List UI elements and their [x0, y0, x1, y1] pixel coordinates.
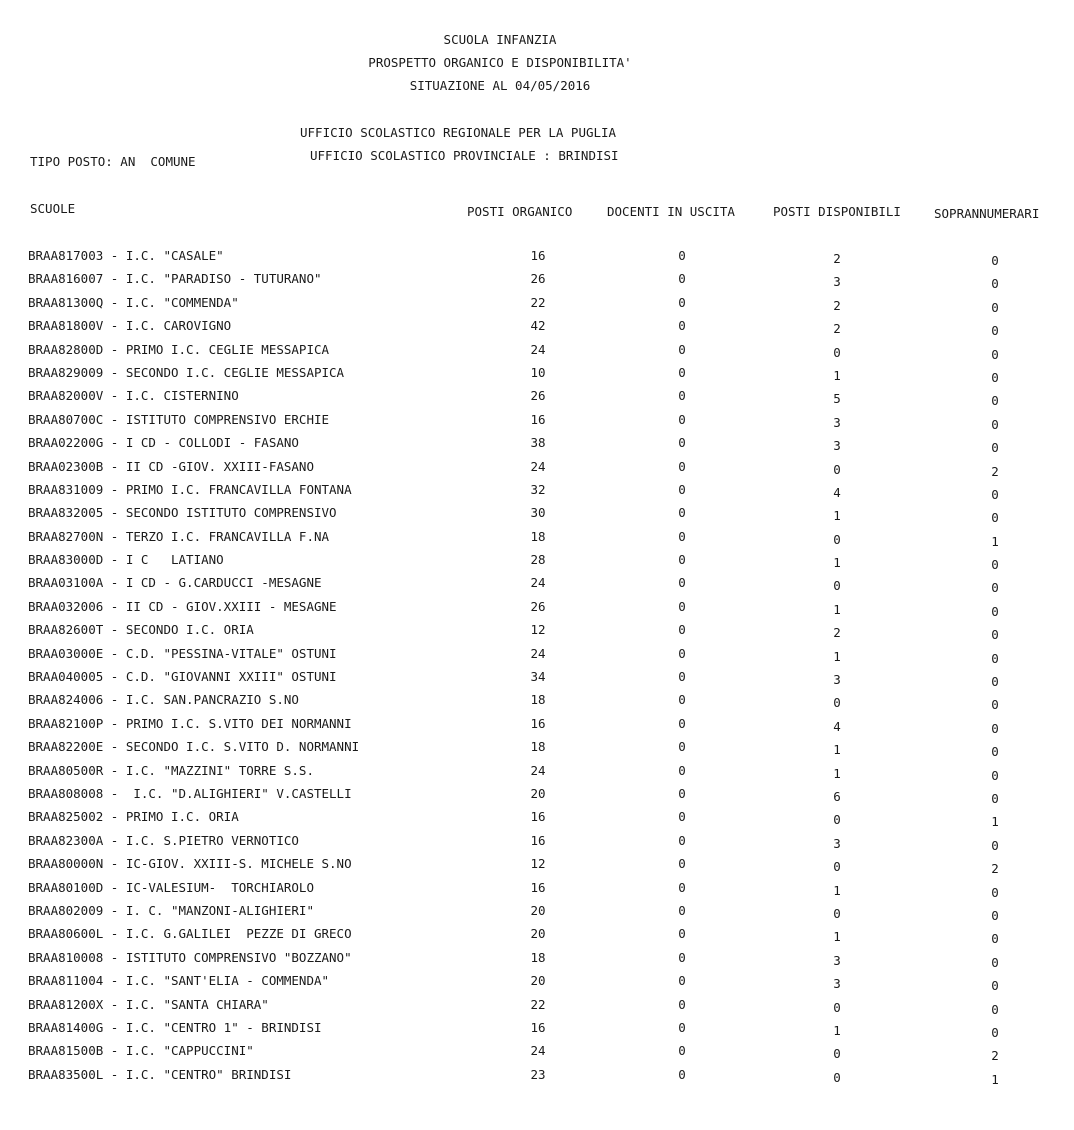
- docenti-uscita-value: 0: [678, 458, 686, 474]
- table-row: [0, 342, 1074, 365]
- posti-disponibili-value: 1: [833, 555, 841, 571]
- posti-organico-value: 42: [530, 318, 546, 334]
- posti-disponibili-value: 4: [833, 484, 841, 500]
- title-line-1: SCUOLA INFANZIA: [443, 32, 557, 47]
- column-header-docenti-in-uscita: DOCENTI IN USCITA: [607, 204, 735, 219]
- posti-disponibili-value: 2: [833, 321, 841, 337]
- posti-organico-value: 32: [530, 481, 546, 497]
- posti-disponibili-value: 3: [833, 414, 841, 430]
- posti-disponibili-value: 1: [833, 367, 841, 383]
- posti-organico-value: 10: [530, 364, 546, 380]
- docenti-uscita-value: 0: [678, 552, 686, 568]
- table-row: [0, 903, 1074, 926]
- school-name: BRAA81400G - I.C. "CENTRO 1" - BRINDISI: [28, 1019, 322, 1035]
- posti-organico-value: 26: [530, 598, 546, 614]
- school-name: BRAA81500B - I.C. "CAPPUCCINI": [28, 1043, 254, 1059]
- school-table: [0, 248, 1074, 1090]
- posti-disponibili-value: 1: [833, 1022, 841, 1038]
- posti-disponibili-value: 1: [833, 601, 841, 617]
- soprannumerari-value: 0: [991, 603, 999, 619]
- provincial-office: UFFICIO SCOLASTICO PROVINCIALE : BRINDISI: [310, 148, 619, 163]
- posti-organico-value: 18: [530, 692, 546, 708]
- table-row: [0, 739, 1074, 762]
- posti-organico-value: 38: [530, 435, 546, 451]
- school-name: BRAA832005 - SECONDO ISTITUTO COMPRENSIVO: [28, 505, 337, 521]
- table-row: [0, 552, 1074, 575]
- title-line-2: PROSPETTO ORGANICO E DISPONIBILITA': [368, 55, 632, 70]
- school-name: BRAA83500L - I.C. "CENTRO" BRINDISI: [28, 1066, 292, 1082]
- table-row: [0, 271, 1074, 294]
- table-row: [0, 529, 1074, 552]
- table-row: [0, 365, 1074, 388]
- docenti-uscita-value: 0: [678, 1043, 686, 1059]
- table-row: [0, 763, 1074, 786]
- table-row: [0, 388, 1074, 411]
- school-name: BRAA02300B - II CD -GIOV. XXIII-FASANO: [28, 458, 314, 474]
- soprannumerari-value: 0: [991, 346, 999, 362]
- soprannumerari-value: 0: [991, 276, 999, 292]
- school-name: BRAA82200E - SECONDO I.C. S.VITO D. NORMANNI: [28, 739, 360, 755]
- docenti-uscita-value: 0: [678, 785, 686, 801]
- docenti-uscita-value: 0: [678, 271, 686, 287]
- school-name: BRAA81200X - I.C. "SANTA CHIARA": [28, 996, 269, 1012]
- school-name: BRAA82000V - I.C. CISTERNINO: [28, 388, 239, 404]
- school-name: BRAA808008 - I.C. "D.ALIGHIERI" V.CASTELLI: [28, 785, 352, 801]
- tipo-posto: TIPO POSTO: AN COMUNE: [30, 154, 196, 169]
- table-row: [0, 599, 1074, 622]
- table-row: [0, 809, 1074, 832]
- posti-organico-value: 16: [530, 1019, 546, 1035]
- posti-disponibili-value: 0: [833, 812, 841, 828]
- docenti-uscita-value: 0: [678, 926, 686, 942]
- table-row: [0, 1020, 1074, 1043]
- posti-disponibili-value: 3: [833, 672, 841, 688]
- school-name: BRAA032006 - II CD - GIOV.XXIII - MESAGNE: [28, 598, 337, 614]
- posti-disponibili-value: 2: [833, 251, 841, 266]
- docenti-uscita-value: 0: [678, 715, 686, 731]
- title-line-3: SITUAZIONE AL 04/05/2016: [409, 78, 591, 93]
- docenti-uscita-value: 0: [678, 879, 686, 895]
- school-name: BRAA824006 - I.C. SAN.PANCRAZIO S.NO: [28, 692, 299, 708]
- school-name: BRAA80600L - I.C. G.GALILEI PEZZE DI GRECO: [28, 926, 352, 942]
- table-row: [0, 248, 1074, 271]
- posti-disponibili-value: 1: [833, 648, 841, 664]
- school-name: BRAA811004 - I.C. "SANT'ELIA - COMMENDA": [28, 973, 330, 989]
- docenti-uscita-value: 0: [678, 528, 686, 544]
- posti-disponibili-value: 4: [833, 718, 841, 734]
- table-row: [0, 1067, 1074, 1090]
- table-row: [0, 926, 1074, 949]
- school-name: BRAA825002 - PRIMO I.C. ORIA: [28, 809, 239, 825]
- posti-organico-value: 18: [530, 528, 546, 544]
- posti-disponibili-value: 0: [833, 1046, 841, 1062]
- school-name: BRAA829009 - SECONDO I.C. CEGLIE MESSAPICA: [28, 364, 345, 380]
- posti-organico-value: 16: [530, 248, 546, 263]
- docenti-uscita-value: 0: [678, 598, 686, 614]
- school-name: BRAA03100A - I CD - G.CARDUCCI -MESAGNE: [28, 575, 322, 591]
- soprannumerari-value: 0: [991, 790, 999, 806]
- soprannumerari-value: 2: [991, 861, 999, 877]
- school-name: BRAA02200G - I CD - COLLODI - FASANO: [28, 435, 299, 451]
- posti-disponibili-value: 3: [833, 438, 841, 454]
- soprannumerari-value: 0: [991, 978, 999, 994]
- table-row: [0, 716, 1074, 739]
- soprannumerari-value: 0: [991, 580, 999, 596]
- table-row: [0, 435, 1074, 458]
- table-row: [0, 856, 1074, 879]
- posti-disponibili-value: 0: [833, 695, 841, 711]
- table-row: [0, 692, 1074, 715]
- posti-organico-value: 20: [530, 902, 546, 918]
- posti-organico-value: 26: [530, 388, 546, 404]
- posti-disponibili-value: 1: [833, 929, 841, 945]
- posti-organico-value: 30: [530, 505, 546, 521]
- posti-disponibili-value: 5: [833, 391, 841, 407]
- school-name: BRAA82100P - PRIMO I.C. S.VITO DEI NORMANNI: [28, 715, 352, 731]
- soprannumerari-value: 0: [991, 720, 999, 736]
- table-row: [0, 646, 1074, 669]
- soprannumerari-value: 0: [991, 416, 999, 432]
- docenti-uscita-value: 0: [678, 481, 686, 497]
- posti-organico-value: 24: [530, 458, 546, 474]
- posti-disponibili-value: 0: [833, 344, 841, 360]
- school-name: BRAA040005 - C.D. "GIOVANNI XXIII" OSTUNI: [28, 669, 337, 685]
- school-name: BRAA80700C - ISTITUTO COMPRENSIVO ERCHIE: [28, 411, 330, 427]
- posti-organico-value: 20: [530, 973, 546, 989]
- soprannumerari-value: 0: [991, 299, 999, 315]
- docenti-uscita-value: 0: [678, 575, 686, 591]
- table-row: [0, 950, 1074, 973]
- school-name: BRAA82600T - SECONDO I.C. ORIA: [28, 622, 254, 638]
- school-name: BRAA817003 - I.C. "CASALE": [28, 248, 224, 263]
- column-header-scuole: SCUOLE: [30, 201, 76, 216]
- posti-organico-value: 22: [530, 996, 546, 1012]
- docenti-uscita-value: 0: [678, 388, 686, 404]
- posti-organico-value: 24: [530, 575, 546, 591]
- school-name: BRAA82700N - TERZO I.C. FRANCAVILLA F.NA: [28, 528, 330, 544]
- posti-disponibili-value: 0: [833, 461, 841, 477]
- posti-organico-value: 24: [530, 762, 546, 778]
- posti-disponibili-value: 3: [833, 976, 841, 992]
- school-name: BRAA816007 - I.C. "PARADISO - TUTURANO": [28, 271, 322, 287]
- posti-organico-value: 16: [530, 832, 546, 848]
- table-row: [0, 622, 1074, 645]
- posti-disponibili-value: 1: [833, 508, 841, 524]
- posti-organico-value: 34: [530, 669, 546, 685]
- column-header-posti-organico: POSTI ORGANICO: [467, 204, 573, 219]
- docenti-uscita-value: 0: [678, 669, 686, 685]
- soprannumerari-value: 0: [991, 510, 999, 526]
- soprannumerari-value: 0: [991, 1024, 999, 1040]
- soprannumerari-value: 0: [991, 697, 999, 713]
- school-name: BRAA81800V - I.C. CAROVIGNO: [28, 318, 232, 334]
- docenti-uscita-value: 0: [678, 505, 686, 521]
- posti-organico-value: 18: [530, 949, 546, 965]
- docenti-uscita-value: 0: [678, 364, 686, 380]
- docenti-uscita-value: 0: [678, 1066, 686, 1082]
- table-row: [0, 459, 1074, 482]
- posti-organico-value: 23: [530, 1066, 546, 1082]
- soprannumerari-value: 0: [991, 253, 999, 268]
- docenti-uscita-value: 0: [678, 645, 686, 661]
- soprannumerari-value: 0: [991, 884, 999, 900]
- posti-disponibili-value: 3: [833, 835, 841, 851]
- docenti-uscita-value: 0: [678, 318, 686, 334]
- soprannumerari-value: 0: [991, 627, 999, 643]
- school-name: BRAA802009 - I. C. "MANZONI-ALIGHIERI": [28, 902, 314, 918]
- posti-disponibili-value: 1: [833, 742, 841, 758]
- posti-organico-value: 24: [530, 645, 546, 661]
- posti-disponibili-value: 0: [833, 531, 841, 547]
- soprannumerari-value: 0: [991, 767, 999, 783]
- posti-organico-value: 20: [530, 785, 546, 801]
- soprannumerari-value: 0: [991, 954, 999, 970]
- table-row: [0, 833, 1074, 856]
- table-row: [0, 295, 1074, 318]
- posti-disponibili-value: 3: [833, 952, 841, 968]
- posti-disponibili-value: 2: [833, 625, 841, 641]
- docenti-uscita-value: 0: [678, 248, 686, 263]
- docenti-uscita-value: 0: [678, 622, 686, 638]
- school-name: BRAA80000N - IC-GIOV. XXIII-S. MICHELE S.NO: [28, 856, 352, 872]
- docenti-uscita-value: 0: [678, 762, 686, 778]
- table-row: [0, 997, 1074, 1020]
- school-name: BRAA82800D - PRIMO I.C. CEGLIE MESSAPICA: [28, 341, 330, 357]
- posti-disponibili-value: 6: [833, 788, 841, 804]
- column-header-posti-disponibili: POSTI DISPONIBILI: [773, 204, 901, 219]
- docenti-uscita-value: 0: [678, 902, 686, 918]
- docenti-uscita-value: 0: [678, 341, 686, 357]
- posti-organico-value: 24: [530, 341, 546, 357]
- posti-organico-value: 12: [530, 856, 546, 872]
- soprannumerari-value: 0: [991, 393, 999, 409]
- posti-organico-value: 16: [530, 879, 546, 895]
- posti-disponibili-value: 3: [833, 274, 841, 290]
- table-row: [0, 318, 1074, 341]
- soprannumerari-value: 0: [991, 907, 999, 923]
- table-row: [0, 505, 1074, 528]
- soprannumerari-value: 2: [991, 463, 999, 479]
- docenti-uscita-value: 0: [678, 1019, 686, 1035]
- school-name: BRAA80100D - IC-VALESIUM- TORCHIAROLO: [28, 879, 314, 895]
- soprannumerari-value: 0: [991, 1001, 999, 1017]
- posti-organico-value: 16: [530, 809, 546, 825]
- soprannumerari-value: 0: [991, 557, 999, 573]
- docenti-uscita-value: 0: [678, 692, 686, 708]
- posti-organico-value: 16: [530, 411, 546, 427]
- docenti-uscita-value: 0: [678, 832, 686, 848]
- posti-disponibili-value: 0: [833, 999, 841, 1015]
- table-row: [0, 786, 1074, 809]
- school-name: BRAA81300Q - I.C. "COMMENDA": [28, 294, 239, 310]
- docenti-uscita-value: 0: [678, 856, 686, 872]
- table-row: [0, 412, 1074, 435]
- posti-organico-value: 18: [530, 739, 546, 755]
- posti-disponibili-value: 0: [833, 905, 841, 921]
- posti-organico-value: 16: [530, 715, 546, 731]
- posti-disponibili-value: 2: [833, 297, 841, 313]
- soprannumerari-value: 0: [991, 650, 999, 666]
- school-name: BRAA831009 - PRIMO I.C. FRANCAVILLA FONTANA: [28, 481, 352, 497]
- soprannumerari-value: 0: [991, 674, 999, 690]
- posti-disponibili-value: 1: [833, 882, 841, 898]
- soprannumerari-value: 0: [991, 486, 999, 502]
- school-name: BRAA82300A - I.C. S.PIETRO VERNOTICO: [28, 832, 299, 848]
- soprannumerari-value: 0: [991, 837, 999, 853]
- soprannumerari-value: 0: [991, 323, 999, 339]
- school-name: BRAA80500R - I.C. "MAZZINI" TORRE S.S.: [28, 762, 314, 778]
- posti-disponibili-value: 0: [833, 859, 841, 875]
- docenti-uscita-value: 0: [678, 411, 686, 427]
- posti-organico-value: 24: [530, 1043, 546, 1059]
- regional-office: UFFICIO SCOLASTICO REGIONALE PER LA PUGLIA: [300, 125, 617, 140]
- docenti-uscita-value: 0: [678, 739, 686, 755]
- table-row: [0, 669, 1074, 692]
- soprannumerari-value: 0: [991, 440, 999, 456]
- soprannumerari-value: 1: [991, 533, 999, 549]
- posti-disponibili-value: 0: [833, 578, 841, 594]
- posti-disponibili-value: 1: [833, 765, 841, 781]
- soprannumerari-value: 1: [991, 814, 999, 830]
- docenti-uscita-value: 0: [678, 809, 686, 825]
- table-row: [0, 973, 1074, 996]
- docenti-uscita-value: 0: [678, 435, 686, 451]
- posti-organico-value: 22: [530, 294, 546, 310]
- posti-organico-value: 28: [530, 552, 546, 568]
- docenti-uscita-value: 0: [678, 973, 686, 989]
- soprannumerari-value: 0: [991, 369, 999, 385]
- soprannumerari-value: 0: [991, 744, 999, 760]
- docenti-uscita-value: 0: [678, 996, 686, 1012]
- table-row: [0, 575, 1074, 598]
- school-name: BRAA810008 - ISTITUTO COMPRENSIVO "BOZZANO": [28, 949, 352, 965]
- docenti-uscita-value: 0: [678, 294, 686, 310]
- school-name: BRAA83000D - I C LATIANO: [28, 552, 224, 568]
- posti-organico-value: 12: [530, 622, 546, 638]
- docenti-uscita-value: 0: [678, 949, 686, 965]
- column-header-soprannumerari: SOPRANNUMERARI: [934, 206, 1040, 221]
- soprannumerari-value: 2: [991, 1048, 999, 1064]
- school-name: BRAA03000E - C.D. "PESSINA-VITALE" OSTUNI: [28, 645, 337, 661]
- table-row: [0, 482, 1074, 505]
- posti-disponibili-value: 0: [833, 1069, 841, 1085]
- posti-organico-value: 26: [530, 271, 546, 287]
- table-row: [0, 1043, 1074, 1066]
- table-row: [0, 880, 1074, 903]
- soprannumerari-value: 0: [991, 931, 999, 947]
- posti-organico-value: 20: [530, 926, 546, 942]
- soprannumerari-value: 1: [991, 1071, 999, 1087]
